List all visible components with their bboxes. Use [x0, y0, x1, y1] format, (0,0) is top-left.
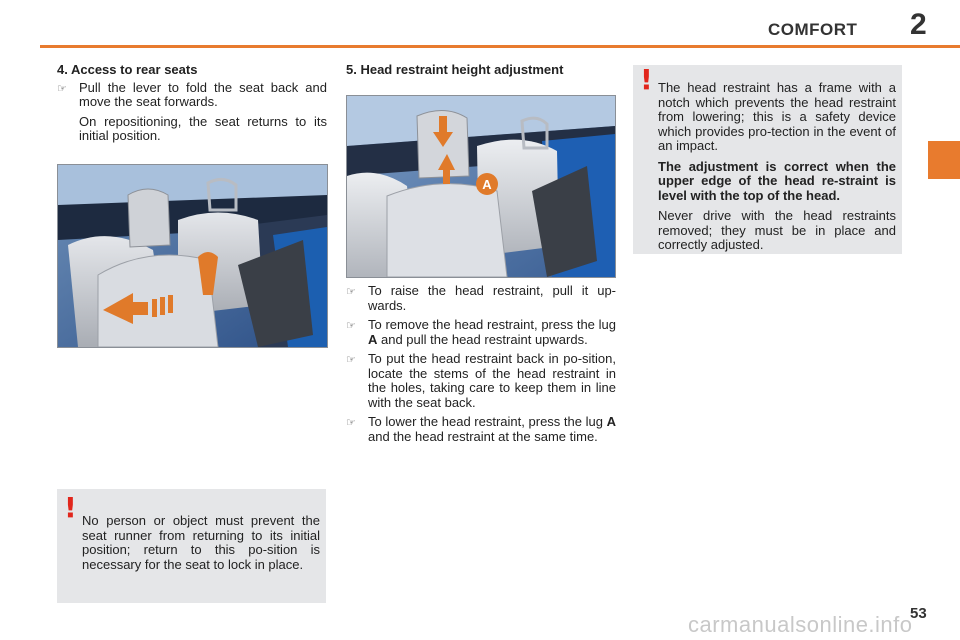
- callout-a-label: A: [482, 177, 492, 192]
- list-item: [57, 81, 327, 110]
- head-restraint-steps: [346, 284, 616, 449]
- text-segment: and pull the head restraint upwards.: [377, 331, 588, 347]
- chapter-side-tab: [928, 141, 960, 179]
- list-item: [346, 318, 616, 347]
- section-title: COMFORT: [768, 20, 858, 39]
- head-restraint-heading: 5. Head restraint height adjustment: [346, 62, 564, 77]
- text-segment: To lower the head restraint, press the lug: [368, 414, 607, 429]
- access-rear-seats-heading: 4. Access to rear seats: [57, 62, 198, 77]
- middle-heading-block: [346, 63, 616, 81]
- never-drive-note: Never drive with the head restraints removed; they must be in place and correctly adjusted.: [658, 208, 896, 252]
- header-rule: [40, 45, 960, 48]
- frame-notch-note: The head restraint has a frame with a notch which prevents the head restraint from lowering; this is a safety device which provides pro-tection in the event of an impact.: [658, 80, 896, 153]
- lug-label: A: [606, 414, 616, 429]
- reposition-note: On repositioning, the seat returns to its initial position.: [79, 113, 327, 143]
- page-number: 53: [910, 605, 927, 622]
- list-item: [346, 284, 616, 313]
- list-item: [346, 352, 616, 410]
- pointing-hand-icon: ☞: [346, 354, 356, 366]
- head-restraint-warning: [633, 65, 902, 254]
- watermark: carmanualsonline.info: [688, 612, 913, 637]
- chapter-number: 2: [910, 8, 927, 41]
- warning-icon: !: [640, 63, 653, 96]
- list-item-text: [368, 318, 616, 347]
- head-restraint-photo: [346, 95, 616, 278]
- list-item-text: Pull the lever to fold the seat back and move the seat forwards.: [79, 79, 327, 109]
- lug-label: A: [368, 331, 378, 347]
- pointing-hand-icon: ☞: [346, 417, 356, 429]
- head-restraint-warning-text: [658, 81, 896, 259]
- list-item: [346, 415, 616, 444]
- seat-fold-illustration: [58, 165, 327, 347]
- left-column: [57, 63, 327, 144]
- text-segment: To remove the head restraint, press the lug: [368, 317, 616, 332]
- warning-icon: !: [64, 491, 77, 524]
- list-item-text: [368, 415, 616, 444]
- text-segment: and the head restraint at the same time.: [368, 428, 598, 444]
- seat-runner-warning: [57, 489, 326, 603]
- head-restraint-illustration: [347, 96, 615, 277]
- pointing-hand-icon: ☞: [57, 82, 67, 95]
- list-item-text: To put the head restraint back in po-sition, locate the stems of the head restraint in the holes, taking care to keep them in line with the seat back.: [368, 351, 616, 410]
- seat-fold-photo: [57, 164, 328, 348]
- seat-runner-warning-text: No person or object must prevent the seat runner from returning to its initial position; return to this po-sition is necessary for the seat to lock in place.: [82, 513, 320, 572]
- list-item-text: To raise the head restraint, pull it up-wards.: [368, 283, 616, 313]
- pointing-hand-icon: ☞: [346, 286, 356, 298]
- correct-adjustment-note: The adjustment is correct when the upper edge of the head re-straint is level with the top of the head.: [658, 158, 896, 203]
- pointing-hand-icon: ☞: [346, 320, 356, 332]
